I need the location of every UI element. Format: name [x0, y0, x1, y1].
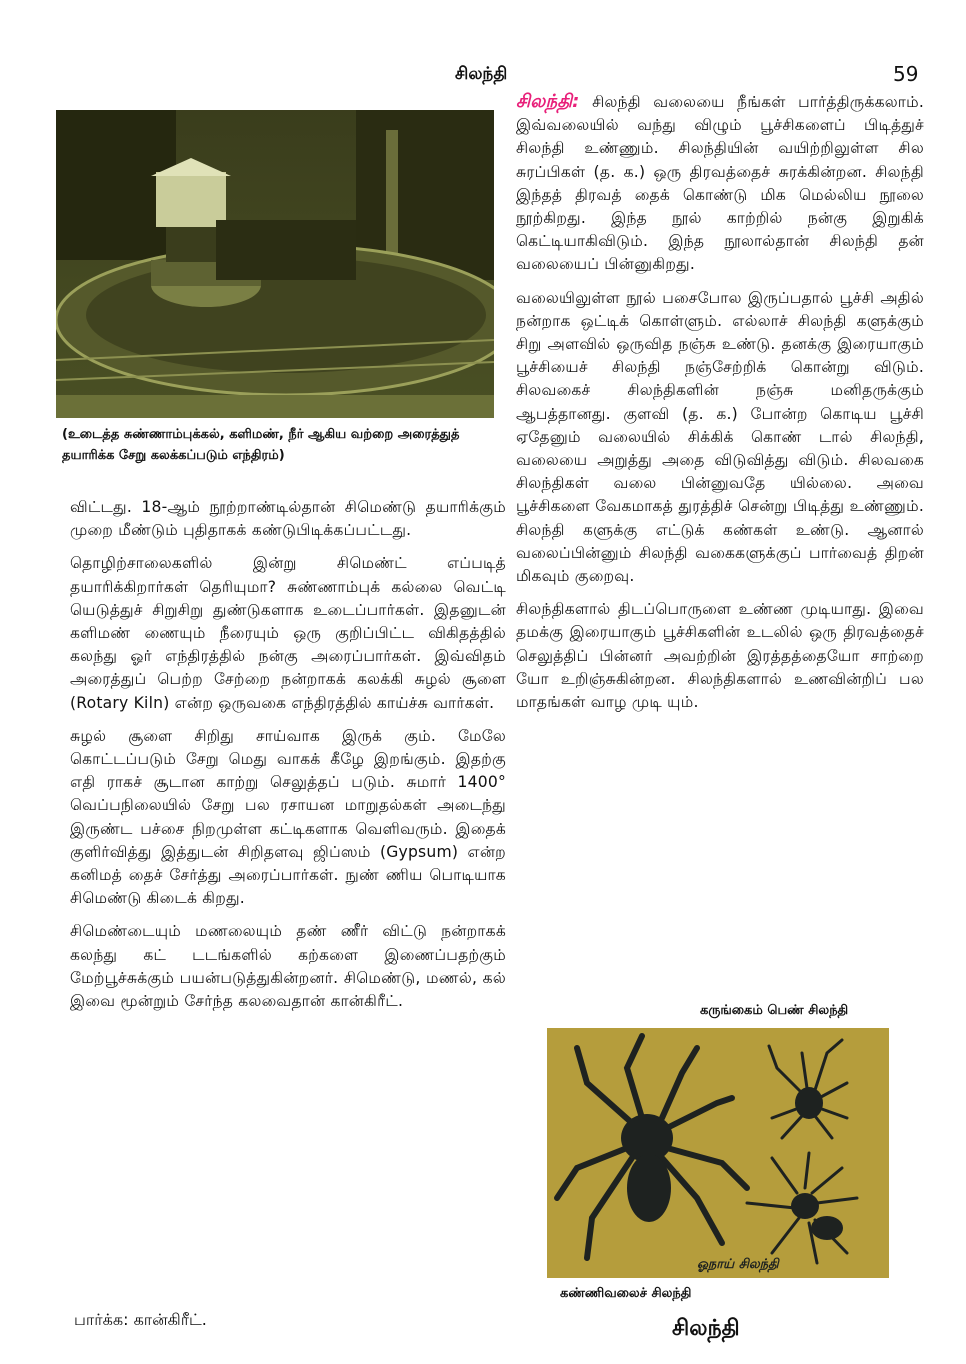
figure-title: சிலந்தி	[672, 1316, 740, 1341]
paragraph: சிமெண்டையும் மணலையும் தண் ணீர் விட்டு நன்றாகக் கலந்து கட் டடங்களில் கற்களை இணைப்பதற்கும் மேற்பூச்சுக்கும் பயன்படுத்துகின்றனர். சிமெண்டு, மணல், கல் இவை மூன்றும் சேர்ந்த கலவைதான் கான்கிரீட்.	[70, 922, 506, 1011]
spider-photo-caption: கண்ணிவலைச் சிலந்தி	[560, 1286, 692, 1301]
paragraph: வலையிலுள்ள நூல் பசைபோல இருப்பதால் பூச்சி அதில் நன்றாக ஒட்டிக் கொள்ளும். எல்லாச் சிலந்தி களுக்கும் சிறு அளவில் ஒருவித நஞ்சு உண்டு. தனக்கு இரையாகும் பூச்சியைச் சிலந்தி நஞ்சேற்றிக் கொன்று விடும். சிலவகைச் சிலந்திகளின் நஞ்சு மனிதருக்கும் ஆபத்தானது. குளவி (த. க.) போன்ற கொடிய பூச்சி ஏதேனும் வலையில் சிக்கிக் கொண் டால் சிலந்தி, வலையை அறுத்து அதை விடுவித்து விடும். சிலவகை சிலந்திகள் வலை பின்னுவதே யில்லை. அவை பூச்சிகளை வேகமாகத் துரத்திச் சென்று பிடித்து உண்ணும். சிலந்தி களுக்கு எட்டுக் கண்கள் உண்டு. ஆனால் வலைப்பின்னும் சிலந்தி வகைகளுக்குப் பார்வைத் திறன் மிகவும் குறைவு.	[516, 288, 924, 586]
wolf-spider-label: ஓநாய் சிலந்தி	[697, 1257, 779, 1272]
cement-plant-photo	[56, 110, 494, 418]
see-also-reference: பார்க்க: கான்கிரீட்.	[74, 1310, 207, 1329]
left-column-text	[70, 496, 506, 1023]
right-column-text	[516, 90, 924, 724]
paragraph	[516, 90, 924, 277]
spider-illustration	[547, 1028, 889, 1278]
entry-lead-text: சிலந்தி வலையை நீங்கள் பார்த்திருக்கலாம். இவ்வலையில் வந்து விழும் பூச்சிகளைப் பிடித்துச் சிலந்தி உண்ணும். சிலந்தியின் வயிற்றிலுள்ள சில சுரப்பிகள் (த. க.) ஒரு திரவத்தைச் சுரக்கின்றன. சிலந்தி இந்தத் திரவத் தைக் கொண்டு மிக மெல்லிய நூலை நூற்கிறது. இந்த நூல் காற்றில் நன்கு இறுகிக் கெட்டியாகிவிடும். இந்த நூலால்தான் சிலந்தி தன் வலையைப் பின்னுகிறது.	[516, 93, 924, 274]
spider-photo	[547, 1028, 889, 1278]
paragraph: சுழல் சூளை சிறிது சாய்வாக இருக் கும். மேலே கொட்டப்படும் சேறு மெது வாகக் கீழே இறங்கும். இதற்கு எதி ராகச் சூடான காற்று செலுத்தப் படும். சுமார் 1400° வெப்பநிலையில் சேறு பல ரசாயன மாறுதல்கள் அடைந்து இருண்ட பச்சை நிறமுள்ள கட்டிகளாக வெளிவரும். இதைக் குளிர்வித்து இத்துடன் சிறிதளவு ஜிப்ஸம் (Gypsum) என்ற கனிமத் தைச் சேர்த்து அரைப்பார்கள். நுண் ணிய பொடியாக சிமெண்டு கிடைக் கிறது.	[70, 726, 506, 908]
spider-label-top: கருங்கைம் பெண் சிலந்தி	[700, 1003, 849, 1018]
plant-photo-caption: (உடைத்த சுண்ணாம்புக்கல், களிமண், நீர் ஆகிய வற்றை அரைத்துத் தயாரிக்க சேறு கலக்கப்படும் எந்திரம்)	[62, 427, 460, 463]
paragraph: தொழிற்சாலைகளில் இன்று சிமெண்ட் எப்படித் தயாரிக்கிறார்கள் தெரியுமா? சுண்ணாம்புக் கல்லை வெட்டி யெடுத்துச் சிறுசிறு துண்டுகளாக உடைப்பார்கள். இதனுடன் களிமண் ணையும் நீரையும் ஒரு குறிப்பிட்ட விகிதத்தில் கலந்து ஓர் எந்திரத்தில் நன்கு அரைப்பார்கள். இவ்விதம் அரைத்துப் பெற்ற சேற்றை நன்றாகக் கலக்கி சுழல் சூளை (Rotary Kiln) என்ற ஒருவகை எந்திரத்தில் காய்ச்சு வார்கள்.	[70, 554, 506, 712]
paragraph: சிலந்திகளால் திடப்பொருளை உண்ண முடியாது. இவை தமக்கு இரையாகும் பூச்சிகளின் உடலில் ஒரு திரவத்தைச் செலுத்திப் பின்னர் அவற்றின் இரத்தத்தையோ சாற்றை யோ உறிஞ்சுகின்றன. சிலந்திகளால் உணவின்றிப் பல மாதங்கள் வாழ முடி யும்.	[516, 600, 924, 712]
page-number: 59	[893, 62, 919, 86]
running-header: சிலந்தி	[455, 64, 508, 84]
entry-heading: சிலந்தி:	[516, 91, 580, 112]
cement-plant-illustration	[56, 110, 494, 418]
paragraph: விட்டது. 18-ஆம் நூற்றாண்டில்தான் சிமெண்டு தயாரிக்கும் முறை மீண்டும் புதிதாகக் கண்டுபிடிக்கப்பட்டது.	[70, 498, 506, 540]
